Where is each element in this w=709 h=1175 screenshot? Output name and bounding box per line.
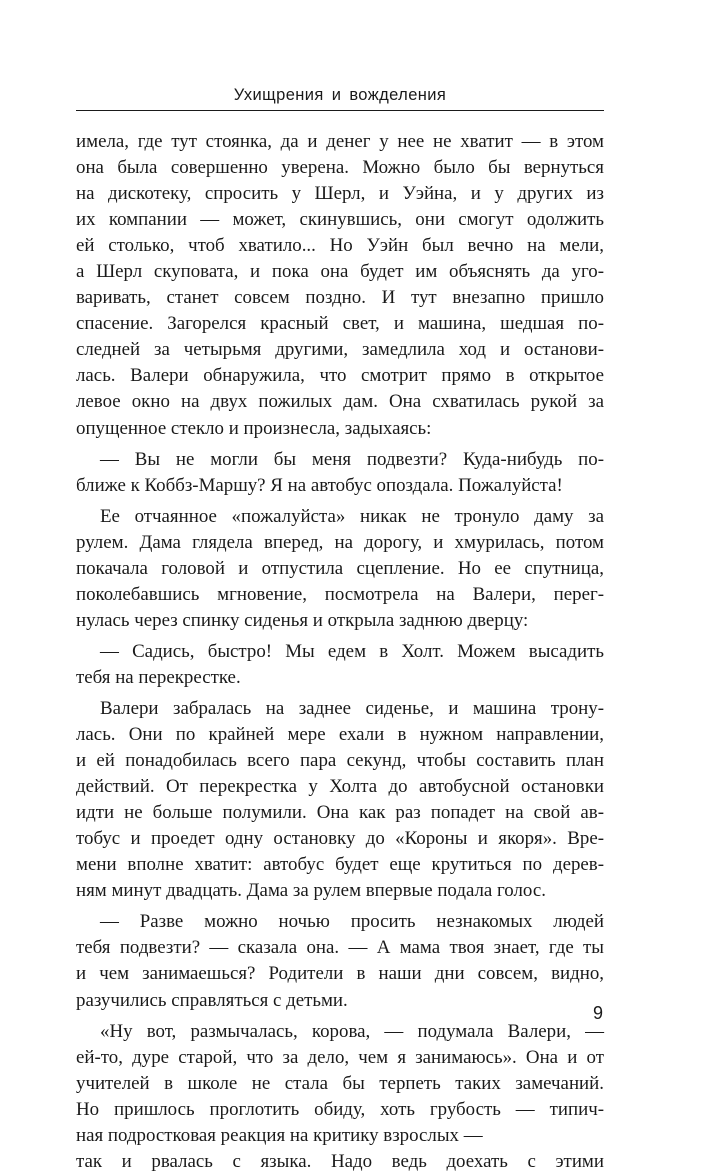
text-line: — Садись, быстро! Мы едем в Холт. Можем высадить — [100, 640, 604, 662]
text-line: ближе к Коббз-Маршу? Я на автобус опоздала. Пожалуйста! — [76, 474, 563, 496]
text-line: разучились справляться с детьми. — [76, 989, 348, 1011]
text-line: она была совершенно уверена. Можно было бы вернуться — [76, 157, 604, 179]
text-line: а Шерл скуповата, и пока она будет им объяснять да уго- — [76, 261, 604, 283]
text-line: спасение. Загорелся красный свет, и машина, шедшая по- — [76, 313, 604, 335]
text-line: мени вполне хватит: автобус будет еще крутиться по дерев- — [76, 854, 604, 876]
text-line: лась. Валери обнаружила, что смотрит прямо в открытое — [76, 365, 604, 387]
running-head: Ухищрения и вожделения — [233, 86, 447, 104]
text-line: их компании — может, скинувшись, они смогут одолжить — [76, 209, 604, 231]
text-line: так и рвалась с языка. Надо ведь доехать с этими — [76, 1150, 604, 1172]
text-line: ная подростковая реакция на критику взрослых — — [76, 1124, 483, 1146]
text-line: идти не больше полумили. Она как раз попадет на свой ав- — [76, 802, 604, 824]
text-line: тобус и проедет одну остановку до «Короны и якоря». Вре- — [76, 828, 604, 850]
text-line: учителей в школе не стала бы терпеть таких замечаний. — [76, 1072, 604, 1094]
text-line: — Разве можно ночью просить незнакомых людей — [100, 911, 604, 933]
text-line: тебя на перекрестке. — [76, 666, 241, 688]
text-line: и ей понадобилась всего пара секунд, чтобы составить план — [76, 750, 604, 772]
body-text — [76, 129, 604, 1175]
text-line: — Вы не могли бы меня подвезти? Куда-нибудь по- — [100, 448, 604, 470]
text-line: на дискотеку, спросить у Шерл, и Уэйна, и у других из — [76, 183, 604, 205]
text-line: тебя подвезти? — сказала она. — А мама твоя знает, где ты — [76, 937, 604, 959]
text-line: нулась через спинку сиденья и открыла заднюю дверцу: — [76, 609, 529, 631]
text-line: ням минут двадцать. Дама за рулем впервые подала голос. — [76, 880, 546, 902]
page-number: 9 — [592, 1003, 603, 1023]
text-line: Ее отчаянное «пожалуйста» никак не тронуло даму за — [100, 505, 604, 527]
text-line: «Ну вот, размычалась, корова, — подумала Валери, — — [100, 1020, 604, 1042]
text-line: рулем. Дама глядела вперед, на дорогу, и хмурилась, потом — [76, 531, 604, 553]
text-line: варивать, станет совсем поздно. И тут внезапно пришло — [76, 287, 604, 309]
text-line: Валери забралась на заднее сиденье, и машина трону- — [100, 697, 604, 719]
text-line: поколебавшись мгновение, посмотрела на Валери, перег- — [76, 583, 604, 605]
text-line: ей-то, дуре старой, что за дело, чем я занимаюсь». Она и от — [76, 1046, 604, 1068]
text-line: действий. От перекрестка у Холта до автобусной остановки — [76, 776, 604, 798]
text-line: Но пришлось проглотить обиду, хоть грубость — типич- — [76, 1098, 604, 1120]
text-line: покачала головой и отпустила сцепление. Но ее спутница, — [76, 557, 604, 579]
text-line: опущенное стекло и произнесла, задыхаясь: — [76, 417, 432, 439]
text-line: ей столько, чтоб хватило... Но Уэйн был вечно на мели, — [76, 235, 604, 257]
text-line: и чем занимаешься? Родители в наши дни совсем, видно, — [76, 963, 604, 985]
text-line: следней за четырьмя другими, замедлила ход и останови- — [76, 339, 604, 361]
text-line: имела, где тут стоянка, да и денег у нее не хватит — в этом — [76, 131, 604, 152]
text-line: лась. Они по крайней мере ехали в нужном направлении, — [76, 724, 604, 746]
header-rule — [76, 110, 604, 111]
text-line: левое окно на двух пожилых дам. Она схватилась рукой за — [76, 391, 604, 413]
